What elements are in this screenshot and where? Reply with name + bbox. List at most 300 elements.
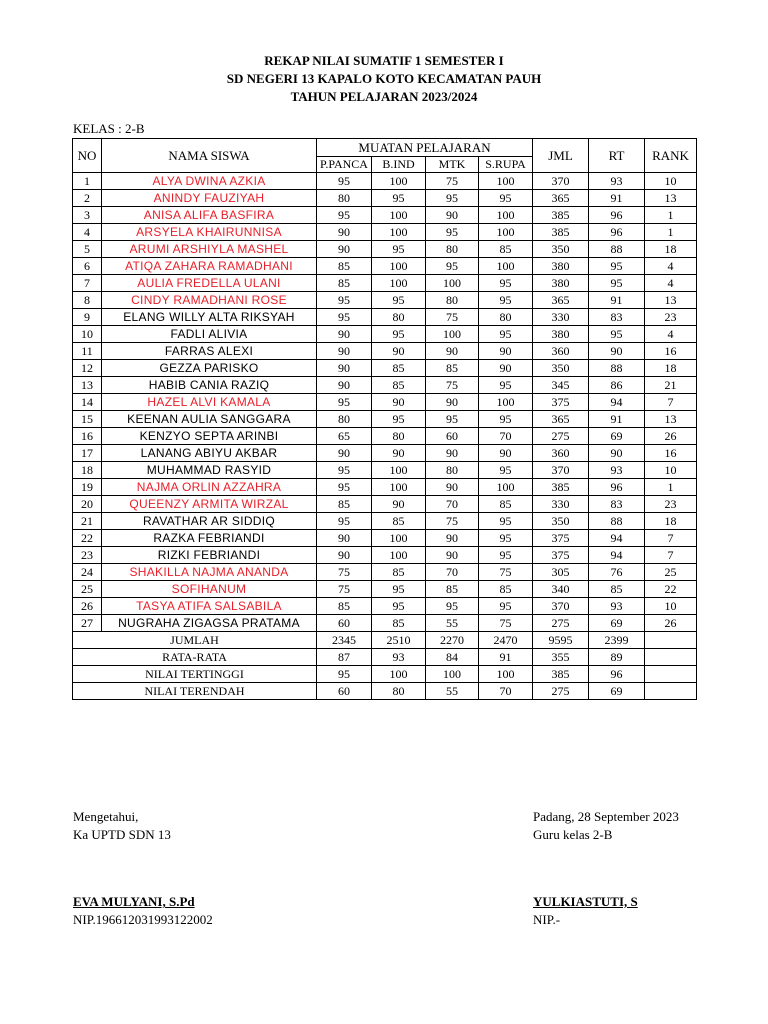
- score-panca: 95: [317, 479, 372, 496]
- summary-row: [73, 666, 697, 683]
- summary-jml: 9595: [533, 632, 589, 649]
- score-panca: 75: [317, 564, 372, 581]
- score-rank: 7: [645, 530, 697, 547]
- score-srupa: 95: [479, 547, 533, 564]
- row-no: 26: [73, 598, 102, 615]
- score-rt: 95: [589, 275, 645, 292]
- score-rank: 25: [645, 564, 697, 581]
- student-name: GEZZA PARISKO: [102, 360, 317, 377]
- score-jml: 380: [533, 258, 589, 275]
- score-panca: 75: [317, 581, 372, 598]
- score-srupa: 85: [479, 581, 533, 598]
- score-panca: 90: [317, 224, 372, 241]
- score-rt: 88: [589, 241, 645, 258]
- score-srupa: 70: [479, 428, 533, 445]
- student-name: ATIQA ZAHARA RAMADHANI: [102, 258, 317, 275]
- score-rt: 93: [589, 462, 645, 479]
- student-name: RAVATHAR AR SIDDIQ: [102, 513, 317, 530]
- table-row: [73, 258, 697, 275]
- row-no: 22: [73, 530, 102, 547]
- table-row: [73, 428, 697, 445]
- score-srupa: 100: [479, 394, 533, 411]
- score-rank: 4: [645, 326, 697, 343]
- score-panca: 95: [317, 513, 372, 530]
- score-mtk: 75: [426, 377, 479, 394]
- student-name: FADLI ALIVIA: [102, 326, 317, 343]
- row-no: 7: [73, 275, 102, 292]
- student-name: LANANG ABIYU AKBAR: [102, 445, 317, 462]
- row-no: 19: [73, 479, 102, 496]
- score-rank: 1: [645, 224, 697, 241]
- score-jml: 370: [533, 462, 589, 479]
- score-rank: 16: [645, 445, 697, 462]
- row-no: 10: [73, 326, 102, 343]
- score-mtk: 90: [426, 343, 479, 360]
- score-srupa: 80: [479, 309, 533, 326]
- table-row: [73, 224, 697, 241]
- student-name: CINDY RAMADHANI ROSE: [102, 292, 317, 309]
- score-srupa: 95: [479, 598, 533, 615]
- score-panca: 95: [317, 292, 372, 309]
- row-no: 12: [73, 360, 102, 377]
- score-rt: 69: [589, 615, 645, 632]
- score-bind: 100: [372, 258, 426, 275]
- score-rt: 94: [589, 394, 645, 411]
- score-rank: 13: [645, 292, 697, 309]
- score-bind: 100: [372, 547, 426, 564]
- score-jml: 375: [533, 547, 589, 564]
- score-rank: 18: [645, 513, 697, 530]
- score-bind: 80: [372, 309, 426, 326]
- score-panca: 90: [317, 241, 372, 258]
- score-rt: 91: [589, 292, 645, 309]
- score-rt: 96: [589, 224, 645, 241]
- score-bind: 100: [372, 224, 426, 241]
- score-mtk: 90: [426, 207, 479, 224]
- summary-label: JUMLAH: [73, 632, 317, 649]
- summary-rank: [645, 666, 697, 683]
- summary-panca: 60: [317, 683, 372, 700]
- score-srupa: 95: [479, 462, 533, 479]
- table-row: [73, 360, 697, 377]
- student-name: SOFIHANUM: [102, 581, 317, 598]
- principal-name: EVA MULYANI, S.Pd: [73, 894, 195, 909]
- summary-rt: 2399: [589, 632, 645, 649]
- score-jml: 305: [533, 564, 589, 581]
- summary-rt: 69: [589, 683, 645, 700]
- score-mtk: 95: [426, 598, 479, 615]
- grades-table: [72, 138, 697, 700]
- score-bind: 95: [372, 241, 426, 258]
- score-jml: 275: [533, 428, 589, 445]
- score-srupa: 100: [479, 207, 533, 224]
- score-rank: 13: [645, 411, 697, 428]
- summary-label: RATA-RATA: [73, 649, 317, 666]
- score-mtk: 100: [426, 275, 479, 292]
- row-no: 6: [73, 258, 102, 275]
- student-name: NAJMA ORLIN AZZAHRA: [102, 479, 317, 496]
- row-no: 5: [73, 241, 102, 258]
- summary-rank: [645, 649, 697, 666]
- score-srupa: 100: [479, 479, 533, 496]
- score-mtk: 60: [426, 428, 479, 445]
- score-rt: 94: [589, 547, 645, 564]
- student-name: SHAKILLA NAJMA ANANDA: [102, 564, 317, 581]
- score-mtk: 90: [426, 479, 479, 496]
- summary-jml: 385: [533, 666, 589, 683]
- score-srupa: 75: [479, 615, 533, 632]
- score-jml: 375: [533, 530, 589, 547]
- summary-rt: 96: [589, 666, 645, 683]
- score-srupa: 90: [479, 343, 533, 360]
- acknowledged-label: Mengetahui,: [73, 809, 139, 824]
- score-rank: 1: [645, 207, 697, 224]
- score-rt: 85: [589, 581, 645, 598]
- student-name: ANISA ALIFA BASFIRA: [102, 207, 317, 224]
- score-jml: 330: [533, 309, 589, 326]
- score-rank: 26: [645, 428, 697, 445]
- score-rank: 4: [645, 275, 697, 292]
- row-no: 14: [73, 394, 102, 411]
- summary-panca: 2345: [317, 632, 372, 649]
- score-panca: 85: [317, 598, 372, 615]
- score-jml: 370: [533, 173, 589, 190]
- score-bind: 95: [372, 581, 426, 598]
- score-rt: 91: [589, 411, 645, 428]
- table-row: [73, 326, 697, 343]
- score-panca: 85: [317, 496, 372, 513]
- score-panca: 95: [317, 207, 372, 224]
- score-rank: 13: [645, 190, 697, 207]
- table-row: [73, 598, 697, 615]
- header-bind: B.IND: [372, 157, 426, 173]
- student-name: NUGRAHA ZIGAGSA PRATAMA: [102, 615, 317, 632]
- score-bind: 85: [372, 615, 426, 632]
- score-jml: 370: [533, 598, 589, 615]
- summary-bind: 80: [372, 683, 426, 700]
- score-srupa: 85: [479, 241, 533, 258]
- score-rank: 10: [645, 173, 697, 190]
- score-mtk: 85: [426, 581, 479, 598]
- score-jml: 275: [533, 615, 589, 632]
- score-panca: 95: [317, 309, 372, 326]
- school-name: SD NEGERI 13 KAPALO KOTO KECAMATAN PAUH: [226, 71, 542, 86]
- summary-row: [73, 649, 697, 666]
- score-jml: 385: [533, 479, 589, 496]
- score-mtk: 100: [426, 326, 479, 343]
- score-jml: 365: [533, 411, 589, 428]
- header-rank: RANK: [645, 139, 697, 173]
- score-mtk: 95: [426, 258, 479, 275]
- score-rank: 23: [645, 496, 697, 513]
- score-rt: 91: [589, 190, 645, 207]
- score-panca: 90: [317, 326, 372, 343]
- score-srupa: 100: [479, 258, 533, 275]
- score-jml: 330: [533, 496, 589, 513]
- summary-row: [73, 683, 697, 700]
- score-mtk: 80: [426, 462, 479, 479]
- table-row: [73, 462, 697, 479]
- score-bind: 90: [372, 343, 426, 360]
- score-bind: 95: [372, 190, 426, 207]
- score-panca: 90: [317, 360, 372, 377]
- score-bind: 100: [372, 530, 426, 547]
- score-srupa: 90: [479, 360, 533, 377]
- score-rt: 95: [589, 326, 645, 343]
- row-no: 2: [73, 190, 102, 207]
- student-name: QUEENZY ARMITA WIRZAL: [102, 496, 317, 513]
- score-srupa: 95: [479, 411, 533, 428]
- score-rt: 90: [589, 445, 645, 462]
- score-bind: 85: [372, 564, 426, 581]
- row-no: 21: [73, 513, 102, 530]
- table-row: [73, 343, 697, 360]
- summary-mtk: 2270: [426, 632, 479, 649]
- score-srupa: 95: [479, 377, 533, 394]
- left-signature-block: [73, 808, 171, 844]
- score-jml: 385: [533, 207, 589, 224]
- summary-rank: [645, 683, 697, 700]
- place-date: Padang, 28 September 2023: [533, 809, 679, 824]
- score-mtk: 85: [426, 360, 479, 377]
- score-rt: 69: [589, 428, 645, 445]
- header-srupa: S.RUPA: [479, 157, 533, 173]
- row-no: 23: [73, 547, 102, 564]
- score-panca: 90: [317, 530, 372, 547]
- score-jml: 345: [533, 377, 589, 394]
- row-no: 27: [73, 615, 102, 632]
- student-name: MUHAMMAD RASYID: [102, 462, 317, 479]
- header-mtk: MTK: [426, 157, 479, 173]
- score-jml: 340: [533, 581, 589, 598]
- score-panca: 90: [317, 445, 372, 462]
- score-rank: 23: [645, 309, 697, 326]
- row-no: 18: [73, 462, 102, 479]
- score-mtk: 90: [426, 445, 479, 462]
- score-jml: 350: [533, 241, 589, 258]
- table-row: [73, 513, 697, 530]
- score-bind: 80: [372, 428, 426, 445]
- score-rank: 22: [645, 581, 697, 598]
- score-jml: 360: [533, 445, 589, 462]
- row-no: 16: [73, 428, 102, 445]
- score-rt: 83: [589, 496, 645, 513]
- row-no: 9: [73, 309, 102, 326]
- score-rank: 10: [645, 598, 697, 615]
- score-jml: 375: [533, 394, 589, 411]
- score-panca: 95: [317, 462, 372, 479]
- score-rank: 4: [645, 258, 697, 275]
- header-name: NAMA SISWA: [102, 139, 317, 173]
- summary-mtk: 84: [426, 649, 479, 666]
- score-jml: 350: [533, 513, 589, 530]
- table-row: [73, 190, 697, 207]
- score-panca: 95: [317, 394, 372, 411]
- student-name: KEENAN AULIA SANGGARA: [102, 411, 317, 428]
- principal-nip: NIP.196612031993122002: [73, 912, 213, 927]
- summary-srupa: 2470: [479, 632, 533, 649]
- teacher-title: Guru kelas 2-B: [533, 827, 613, 842]
- score-rt: 86: [589, 377, 645, 394]
- row-no: 3: [73, 207, 102, 224]
- score-mtk: 95: [426, 224, 479, 241]
- score-rank: 21: [645, 377, 697, 394]
- score-rt: 93: [589, 173, 645, 190]
- summary-jml: 275: [533, 683, 589, 700]
- summary-srupa: 100: [479, 666, 533, 683]
- score-rt: 83: [589, 309, 645, 326]
- row-no: 15: [73, 411, 102, 428]
- student-name: HAZEL ALVI KAMALA: [102, 394, 317, 411]
- score-rt: 96: [589, 207, 645, 224]
- row-no: 11: [73, 343, 102, 360]
- summary-bind: 2510: [372, 632, 426, 649]
- score-rt: 76: [589, 564, 645, 581]
- table-row: [73, 275, 697, 292]
- score-mtk: 75: [426, 173, 479, 190]
- score-mtk: 80: [426, 241, 479, 258]
- score-panca: 85: [317, 275, 372, 292]
- score-bind: 100: [372, 173, 426, 190]
- score-rank: 10: [645, 462, 697, 479]
- student-name: HABIB CANIA RAZIQ: [102, 377, 317, 394]
- teacher-nip: NIP.-: [533, 912, 561, 927]
- score-bind: 100: [372, 207, 426, 224]
- summary-srupa: 91: [479, 649, 533, 666]
- table-row: [73, 581, 697, 598]
- table-row: [73, 547, 697, 564]
- summary-mtk: 55: [426, 683, 479, 700]
- table-row: [73, 615, 697, 632]
- score-panca: 90: [317, 547, 372, 564]
- score-srupa: 95: [479, 530, 533, 547]
- student-name: FARRAS ALEXI: [102, 343, 317, 360]
- score-mtk: 95: [426, 190, 479, 207]
- summary-srupa: 70: [479, 683, 533, 700]
- score-bind: 95: [372, 598, 426, 615]
- score-srupa: 95: [479, 190, 533, 207]
- school-year: TAHUN PELAJARAN 2023/2024: [290, 89, 478, 104]
- table-row: [73, 241, 697, 258]
- student-name: AULIA FREDELLA ULANI: [102, 275, 317, 292]
- table-row: [73, 530, 697, 547]
- score-bind: 95: [372, 411, 426, 428]
- score-mtk: 80: [426, 292, 479, 309]
- score-srupa: 95: [479, 275, 533, 292]
- score-bind: 90: [372, 445, 426, 462]
- score-panca: 65: [317, 428, 372, 445]
- table-row: [73, 173, 697, 190]
- summary-panca: 87: [317, 649, 372, 666]
- principal-title: Ka UPTD SDN 13: [73, 827, 171, 842]
- score-rt: 95: [589, 258, 645, 275]
- table-row: [73, 377, 697, 394]
- summary-bind: 100: [372, 666, 426, 683]
- row-no: 20: [73, 496, 102, 513]
- score-bind: 100: [372, 275, 426, 292]
- table-row: [73, 564, 697, 581]
- row-no: 17: [73, 445, 102, 462]
- student-name: ANINDY FAUZIYAH: [102, 190, 317, 207]
- class-label: KELAS : 2-B: [73, 121, 145, 136]
- score-mtk: 70: [426, 564, 479, 581]
- summary-label: NILAI TERTINGGI: [73, 666, 317, 683]
- summary-rt: 89: [589, 649, 645, 666]
- score-rank: 18: [645, 241, 697, 258]
- score-srupa: 100: [479, 173, 533, 190]
- table-row: [73, 207, 697, 224]
- score-jml: 365: [533, 190, 589, 207]
- score-jml: 350: [533, 360, 589, 377]
- score-rt: 88: [589, 513, 645, 530]
- table-row: [73, 445, 697, 462]
- header-jml: JML: [533, 139, 589, 173]
- score-panca: 90: [317, 343, 372, 360]
- score-rt: 88: [589, 360, 645, 377]
- student-name: KENZYO SEPTA ARINBI: [102, 428, 317, 445]
- row-no: 8: [73, 292, 102, 309]
- score-mtk: 90: [426, 547, 479, 564]
- score-bind: 85: [372, 377, 426, 394]
- summary-row: [73, 632, 697, 649]
- score-srupa: 90: [479, 445, 533, 462]
- student-name: ALYA DWINA AZKIA: [102, 173, 317, 190]
- score-jml: 360: [533, 343, 589, 360]
- score-jml: 385: [533, 224, 589, 241]
- score-rank: 18: [645, 360, 697, 377]
- score-rank: 1: [645, 479, 697, 496]
- score-srupa: 100: [479, 224, 533, 241]
- score-mtk: 90: [426, 530, 479, 547]
- table-row: [73, 292, 697, 309]
- score-bind: 100: [372, 462, 426, 479]
- student-rows: [73, 173, 697, 632]
- score-srupa: 95: [479, 292, 533, 309]
- student-name: RIZKI FEBRIANDI: [102, 547, 317, 564]
- score-jml: 365: [533, 292, 589, 309]
- score-mtk: 90: [426, 394, 479, 411]
- score-mtk: 95: [426, 411, 479, 428]
- score-mtk: 75: [426, 309, 479, 326]
- row-no: 25: [73, 581, 102, 598]
- summary-bind: 93: [372, 649, 426, 666]
- summary-rows: [73, 632, 697, 700]
- score-mtk: 70: [426, 496, 479, 513]
- report-title: REKAP NILAI SUMATIF 1 SEMESTER I: [264, 53, 504, 68]
- summary-jml: 355: [533, 649, 589, 666]
- score-rt: 96: [589, 479, 645, 496]
- header-no: NO: [73, 139, 102, 173]
- score-panca: 85: [317, 258, 372, 275]
- score-panca: 80: [317, 411, 372, 428]
- table-row: [73, 309, 697, 326]
- summary-mtk: 100: [426, 666, 479, 683]
- score-rank: 16: [645, 343, 697, 360]
- score-bind: 85: [372, 360, 426, 377]
- score-rank: 7: [645, 394, 697, 411]
- score-rank: 26: [645, 615, 697, 632]
- header-subjects-group: MUATAN PELAJARAN: [317, 139, 533, 157]
- score-mtk: 55: [426, 615, 479, 632]
- score-bind: 90: [372, 496, 426, 513]
- row-no: 24: [73, 564, 102, 581]
- student-name: TASYA ATIFA SALSABILA: [102, 598, 317, 615]
- student-name: ARSYELA KHAIRUNNISA: [102, 224, 317, 241]
- table-row: [73, 411, 697, 428]
- score-bind: 95: [372, 326, 426, 343]
- header-panca: P.PANCA: [317, 157, 372, 173]
- score-panca: 95: [317, 173, 372, 190]
